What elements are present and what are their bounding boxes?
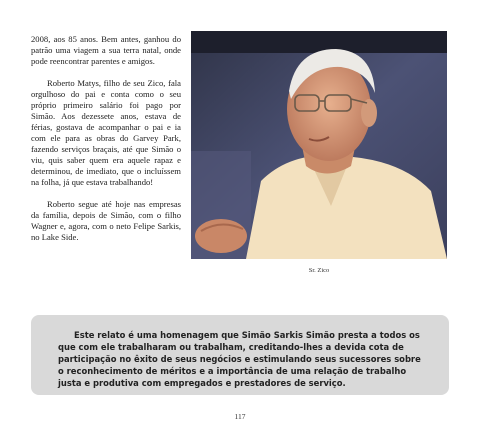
paragraph-1: 2008, aos 85 anos. Bem antes, ganhou do patrão uma viagem a sua terra natal, onde pode reencontrar parentes e amigos.	[31, 34, 181, 66]
portrait-photo	[191, 31, 447, 259]
paragraph-2: Roberto Matys, filho de seu Zico, fala orgulhoso do pai e conta como o seu próprio primeiro salário foi pago por Simão. Aos dezessete anos, estava de férias, gostava de acompanhar o pai e ia com ele para as obras do Garvey Park, fazendo serviços braçais, até que Simão o viu, quis saber quem era aquele rapaz e determinou, de imediato, que o incluíssem na folha, já que estava trabalhando!	[31, 78, 181, 187]
paragraph-3: Roberto segue até hoje nas empresas da família, depois de Simão, com o filho Wagner e, agora, com o neto Felipe Sarkis, no Lake Side.	[31, 199, 181, 242]
page-number: 117	[234, 412, 246, 421]
body-text-column	[31, 34, 181, 254]
tribute-text: Este relato é uma homenagem que Simão Sarkis Simão presta a todos os que com ele trabalharam ou trabalham, creditando-lhes a devida cota de participação no êxito de seus negócios e estimulando seus sucessores sobre o reconhecimento de méritos e a importância de uma relação de trabalho justa e produtiva com empregados e prestadores de serviço.	[58, 330, 421, 388]
photo-caption: Sr. Zico	[308, 267, 330, 274]
tribute-callout-box	[31, 315, 449, 395]
portrait-illustration	[191, 31, 447, 259]
